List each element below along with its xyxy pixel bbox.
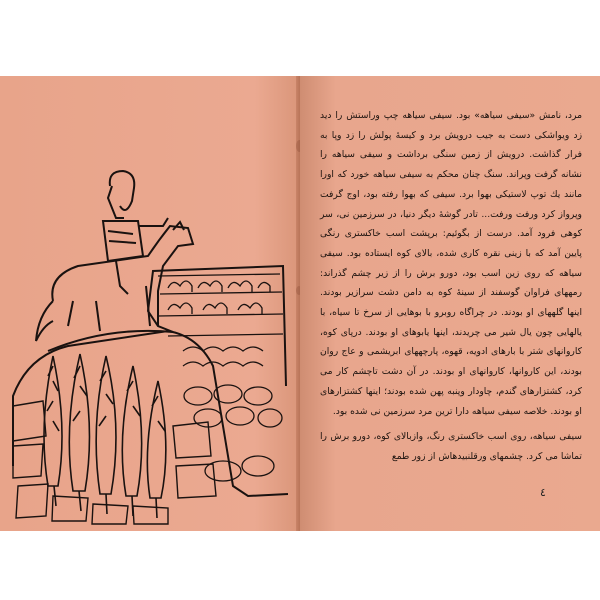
page-number: ٤ (540, 486, 546, 499)
camel-caravan-and-flocks (158, 274, 283, 481)
cypress-trees (44, 354, 166, 518)
paragraph-2: سیفی سیاهه، روی اسب خاکستری رنگ، وازبالای کوه، دورو برش را تماشا می کرد. چشمهای ورقلنبیدهاش از زور طمع (320, 431, 582, 462)
horseman-on-mountain-illustration (8, 126, 288, 526)
open-book (0, 76, 600, 531)
left-page (0, 76, 300, 531)
horse (36, 222, 193, 341)
paragraph-1: مرد، نامش «سیفی سیاهه» بود. سیفی سیاهه چپ وراستش را دید زد ویواشکی دست به جیب درویش برد و کیسهٔ پولش را زد وپا به فرار گذاشت. درویش از زمین سنگی برداشت و سیفی سیاهه را نشانه گرفت وپراند. سنگ چنان محکم به سیفی سیاهه خورد که اورا مانند یك توپ لاستیکی بهوا برد. سیفی که بهوا رفته بود، اوج گرفت وپرواز کرد ورفت ورفت... تادر گوشهٔ دیگر دنیا، در سرزمین نی، سر کوهی فرود آمد. درست از بگوئیم: برپشت اسب خاکستری رنگی پایین آمد که با زینی نقره کاری شده، بالای کوه ایستاده بود. سیفی سیاهه که روی زین اسب بود، دورو برش را از زیر چشم گذراند: رمههای فراوان گوسفند از سینهٔ کوه به دامن دشت سرازیر بودند. اینها گلههای او بودند. در چراگاه روبرو با بوهایی از سرخ تا سیاه، با یالهایی چون یال شیر می چریدند، اینها یابوهای او بودند. درپای کوه، کاروانهای شتر با بارهای ادویه، قهوه، پارچههای ابریشمی و عاج روان بودند، این کاروانها، کاروانهای او بودند. در آن دشت تاچشم کار می کرد، کشتزارهای گندم، چاودار وپنبه پهن شده بودند؛ اینها کشتزارهای او بودند. خلاصه سیفی سیاهه دارا ترین مرد سرزمین نی شده بود. (320, 110, 582, 417)
story-text (320, 106, 582, 467)
